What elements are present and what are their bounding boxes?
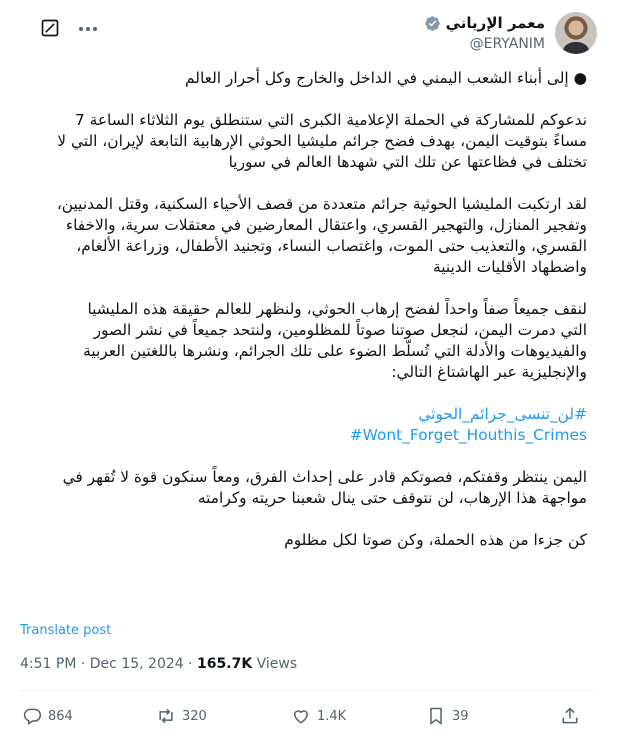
translate-post-link[interactable]: Translate post	[20, 623, 112, 638]
author-handle[interactable]: @ERYANIM	[469, 36, 545, 52]
text-line: ● إلى أبناء الشعب اليمني في الداخل والخارج وكل أحرار العالم	[185, 69, 587, 87]
paragraph-greeting	[20, 68, 587, 89]
text-line: مساءً بتوقيت اليمن، بهدف فضح جرائم مليشيا الحوثي الإرهابية التابعة لإيران، التي لا	[57, 132, 587, 150]
post-time[interactable]: 4:51 PM	[20, 656, 77, 672]
share-button[interactable]	[560, 706, 580, 726]
heart-icon	[291, 706, 311, 726]
bookmark-icon	[426, 706, 446, 726]
hashtag-arabic-link[interactable]: #لن_تنسى_جرائم_الحوثي	[418, 405, 587, 423]
text-line: لقد ارتكبت المليشيا الحوثية جرائم متعددة من قصف الأحياء السكنية، وقتل المدنيين،	[56, 195, 587, 213]
text-line: اليمن ينتظر وقفتكم، فصوتكم قادر على إحداث الفرق، ومعاً سنكون قوة لا تُقهر في	[62, 468, 587, 486]
text-line: لنقف جميعاً صفاً واحداً لفضح إرهاب الحوثي، ولنظهر للعالم حقيقة هذه المليشيا	[87, 300, 587, 318]
author-name-row	[424, 14, 545, 32]
reply-count: 864	[48, 708, 73, 724]
author-name[interactable]: معمر الإرياني	[445, 14, 545, 32]
views-label: Views	[256, 656, 298, 672]
grok-icon[interactable]	[40, 18, 60, 38]
paragraph-final	[20, 530, 587, 551]
text-line: والإنجليزية عبر الهاشتاغ التالي:	[391, 363, 587, 381]
verified-badge-icon	[424, 15, 441, 32]
text-line: مواجهة هذا الإرهاب، لن نتوقف حتى ينال شعبنا حريته وكرامته	[197, 489, 587, 507]
meta-separator: ·	[188, 656, 193, 672]
text-line: واضطهاد الأقليات الدينية	[432, 258, 587, 276]
avatar[interactable]	[555, 12, 597, 54]
bookmark-count: 39	[452, 708, 469, 724]
more-options-icon[interactable]	[78, 26, 98, 32]
share-icon	[560, 706, 580, 726]
action-bar	[20, 700, 597, 736]
like-button[interactable]	[291, 706, 346, 726]
reply-button[interactable]	[22, 706, 73, 726]
text-line: كن جزءا من هذه الحملة، وكن صوتا لكل مظلوم	[284, 531, 587, 549]
paragraph-invitation	[20, 110, 587, 173]
like-count: 1.4K	[317, 708, 347, 724]
paragraph-call-to-action	[20, 299, 587, 383]
text-line: والفيديوهات والأدلة التي تُسلّط الضوء على تلك الجرائم، ونشرها باللغتين العربية	[83, 342, 587, 360]
repost-icon	[156, 706, 176, 726]
paragraph-closing	[20, 467, 587, 509]
reply-icon	[22, 706, 42, 726]
repost-count: 320	[182, 708, 207, 724]
divider	[20, 690, 597, 691]
bookmark-button[interactable]	[426, 706, 469, 726]
hashtag-english-link[interactable]: #Wont_Forget_Houthis_Crimes	[349, 426, 587, 444]
views-count: 165.7K	[197, 656, 253, 672]
text-line: القسري، والتعذيب حتى الموت، واغتصاب النساء، وتجنيد الأطفال، وزراعة الألغام،	[76, 237, 587, 255]
text-line: التي دمرت اليمن، لنجعل صوتنا صوتاً للمظلومين، ولنتحد جميعاً في نشر الصور	[93, 321, 587, 339]
text-line: تختلف في فظاعتها عن تلك التي شهدها العالم في سوريا	[228, 153, 587, 171]
meta-separator: ·	[80, 656, 86, 672]
repost-button[interactable]	[156, 706, 207, 726]
post-date[interactable]: Dec 15, 2024	[89, 656, 184, 672]
tweet-text	[20, 68, 587, 551]
paragraph-crimes	[20, 194, 587, 278]
text-line: وتفجير المنازل، والتهجير القسري، واعتقال المعارضين في معتقلات سرية، والاخفاء	[65, 216, 587, 234]
text-line: ندعوكم للمشاركة في الحملة الإعلامية الكبرى التي ستنطلق يوم الثلاثاء الساعة 7	[74, 111, 587, 129]
tweet-meta	[20, 656, 297, 672]
tweet-header	[20, 12, 597, 58]
